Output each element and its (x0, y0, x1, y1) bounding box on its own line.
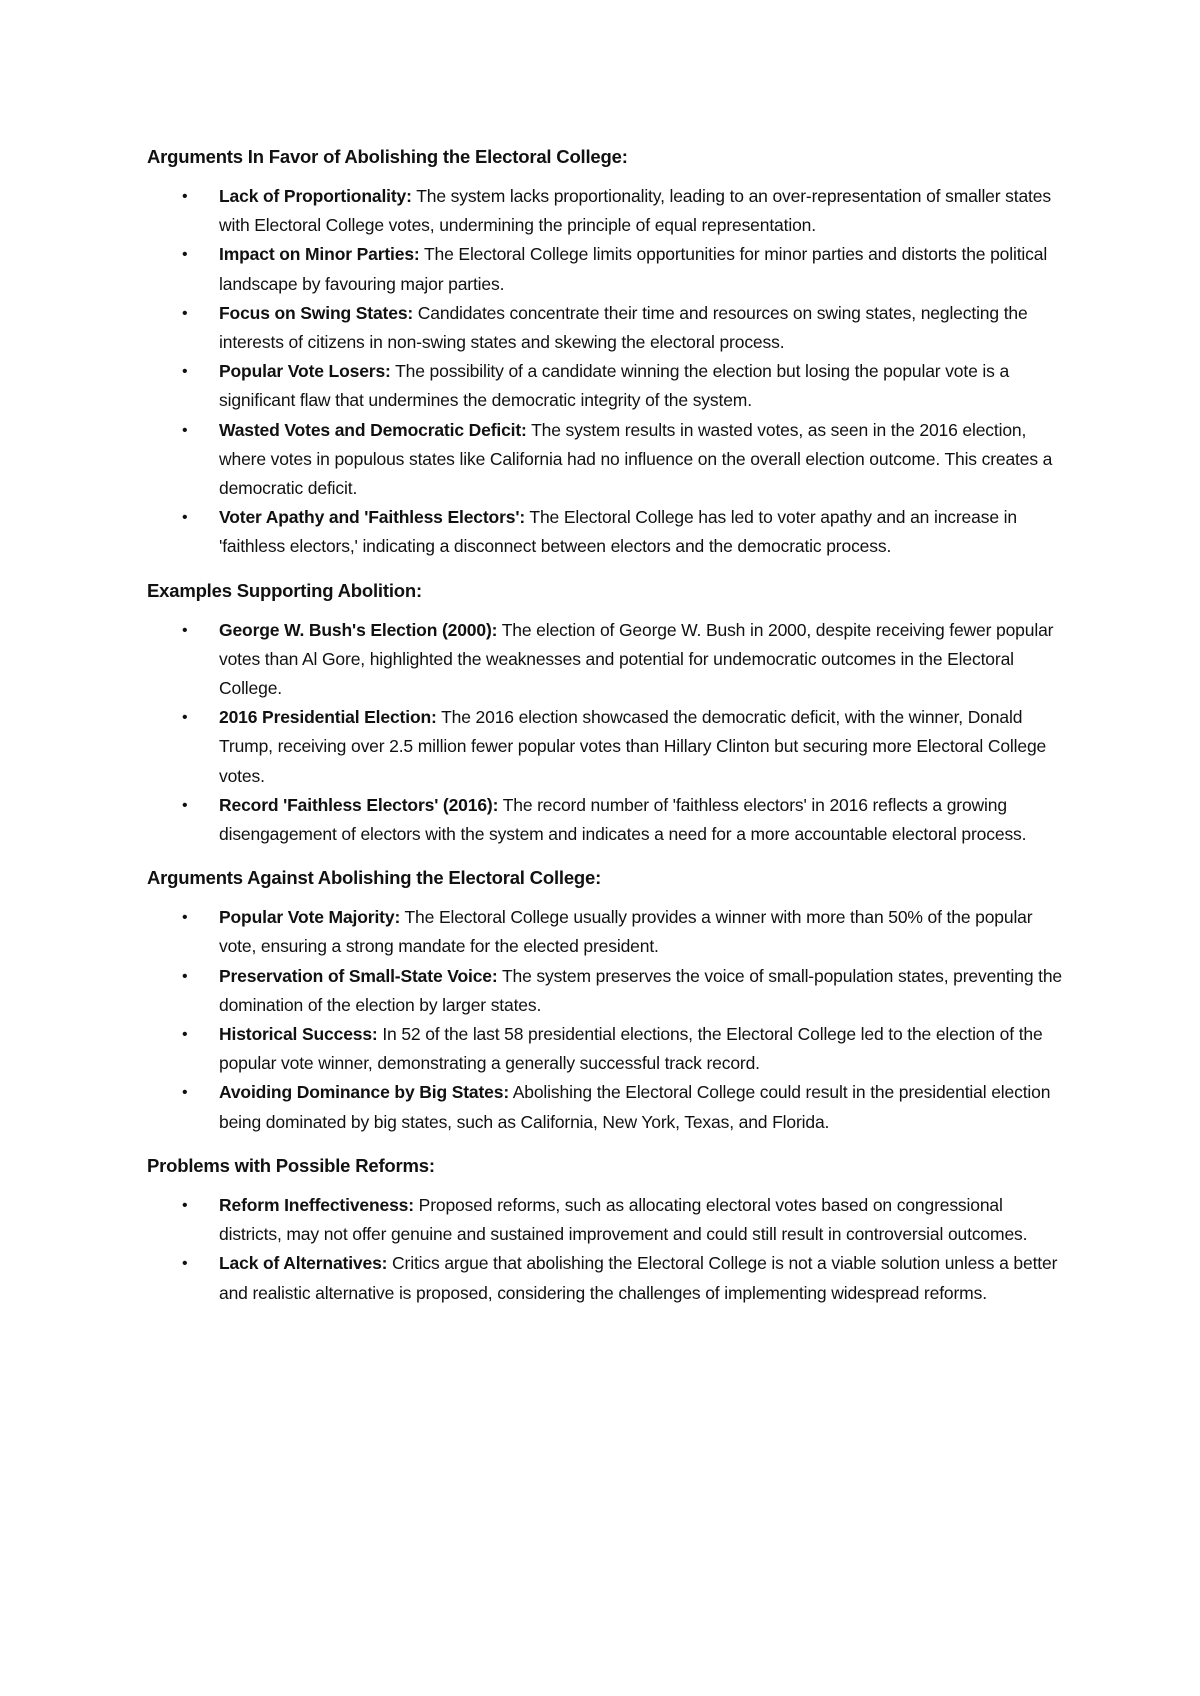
item-term: Voter Apathy and 'Faithless Electors': (219, 507, 526, 528)
section-heading: Examples Supporting Abolition: (147, 579, 422, 601)
bullet-icon: • (182, 909, 188, 927)
section-examples-supporting (147, 576, 1067, 850)
section-arguments-for (147, 142, 1067, 562)
item-term: Historical Success: (219, 1024, 378, 1045)
bullet-icon: • (182, 363, 188, 381)
list-item (147, 1191, 1067, 1249)
section-heading: Problems with Possible Reforms: (147, 1154, 435, 1176)
list-item (147, 240, 1067, 298)
item-text: The system results in wasted votes, as seen in the 2016 election, where votes in populous states like California had no influence on the overall election outcome. This creates a democratic deficit. (219, 419, 1053, 499)
item-text: The 2016 election showcased the democratic deficit, with the winner, Donald Trump, receiving over 2.5 million fewer popular votes than Hillary Clinton but securing more Electoral College votes. (219, 707, 1047, 786)
list-item (147, 357, 1067, 415)
bullet-icon: • (182, 304, 188, 322)
item-term: 2016 Presidential Election: (219, 707, 437, 728)
item-term: Wasted Votes and Democratic Deficit: (219, 419, 527, 440)
item-text: The Electoral College has led to voter apathy and an increase in 'faithless electors,' indicating a disconnect between electors and the democratic process. (219, 507, 1017, 557)
document-page (147, 142, 1067, 1322)
item-text: Abolishing the Electoral College could result in the presidential election being dominated by big states, such as California, New York, Texas, and Florida. (219, 1082, 1051, 1132)
bullet-icon: • (182, 421, 188, 439)
item-text: The system lacks proportionality, leading to an over-representation of smaller states with Electoral College votes, undermining the principle of equal representation. (219, 186, 1051, 236)
bullet-icon: • (182, 1084, 188, 1102)
section-reform-problems (147, 1151, 1067, 1308)
bullet-icon: • (182, 796, 188, 814)
item-term: Impact on Minor Parties: (219, 244, 420, 265)
item-text: The possibility of a candidate winning the election but losing the popular vote is a significant flaw that undermines the democratic integrity of the system. (219, 361, 1010, 411)
list-item (147, 503, 1067, 561)
item-text: The election of George W. Bush in 2000, despite receiving fewer popular votes than Al Gore, highlighted the weaknesses and potential for undemocratic outcomes in the Electoral College. (219, 619, 1054, 699)
item-text: Candidates concentrate their time and resources on swing states, neglecting the interests of citizens in non-swing states and skewing the electoral process. (219, 302, 1028, 353)
list-item (147, 616, 1067, 704)
item-term: Popular Vote Majority: (219, 907, 401, 928)
bullet-icon: • (182, 709, 188, 727)
section-arguments-against (147, 863, 1067, 1137)
item-text: In 52 of the last 58 presidential elections, the Electoral College led to the election of the popular vote winner, demonstrating a generally successful track record. (219, 1024, 1043, 1074)
item-term: Preservation of Small-State Voice: (219, 965, 498, 986)
bullet-list (147, 903, 1067, 1137)
item-term: Popular Vote Losers: (219, 361, 391, 382)
item-text: The record number of 'faithless electors' in 2016 reflects a growing disengagement of electors with the system and indicates a need for a more accountable electoral process. (219, 794, 1027, 845)
list-item (147, 903, 1067, 961)
item-term: Lack of Alternatives: (219, 1253, 388, 1274)
bullet-icon: • (182, 1026, 188, 1044)
bullet-list (147, 1191, 1067, 1308)
list-item (147, 1249, 1067, 1307)
item-text: Critics argue that abolishing the Electoral College is not a viable solution unless a better and realistic alternative is proposed, considering the challenges of implementing widespread reforms. (219, 1253, 1058, 1303)
bullet-icon: • (182, 246, 188, 264)
section-heading: Arguments In Favor of Abolishing the Electoral College: (147, 146, 628, 167)
item-text: Proposed reforms, such as allocating electoral votes based on congressional districts, may not offer genuine and sustained improvement and could still result in controversial outcomes. (219, 1194, 1028, 1245)
list-item (147, 182, 1067, 240)
item-text: The Electoral College limits opportunities for minor parties and distorts the political landscape by favouring major parties. (219, 244, 1048, 294)
item-term: Focus on Swing States: (219, 302, 414, 323)
bullet-icon: • (182, 1255, 188, 1273)
bullet-icon: • (182, 509, 188, 527)
list-item (147, 299, 1067, 357)
list-item (147, 1020, 1067, 1078)
list-item (147, 962, 1067, 1020)
item-term: Lack of Proportionality: (219, 186, 412, 206)
list-item (147, 1078, 1067, 1136)
bullet-icon: • (182, 188, 188, 205)
item-term: Record 'Faithless Electors' (2016): (219, 794, 499, 815)
list-item (147, 416, 1067, 504)
bullet-icon: • (182, 967, 188, 985)
item-term: Avoiding Dominance by Big States: (219, 1082, 509, 1103)
bullet-icon: • (182, 1196, 188, 1214)
item-term: George W. Bush's Election (2000): (219, 619, 498, 640)
item-term: Reform Ineffectiveness: (219, 1194, 414, 1215)
bullet-list (147, 616, 1067, 850)
list-item (147, 791, 1067, 849)
bullet-list (147, 182, 1067, 562)
item-text: The system preserves the voice of small-population states, preventing the domination of the election by larger states. (219, 965, 1062, 1015)
section-heading: Arguments Against Abolishing the Electoral College: (147, 867, 602, 889)
bullet-icon: • (182, 621, 188, 639)
item-text: The Electoral College usually provides a winner with more than 50% of the popular vote, ensuring a strong mandate for the elected president. (219, 907, 1033, 957)
list-item (147, 703, 1067, 791)
